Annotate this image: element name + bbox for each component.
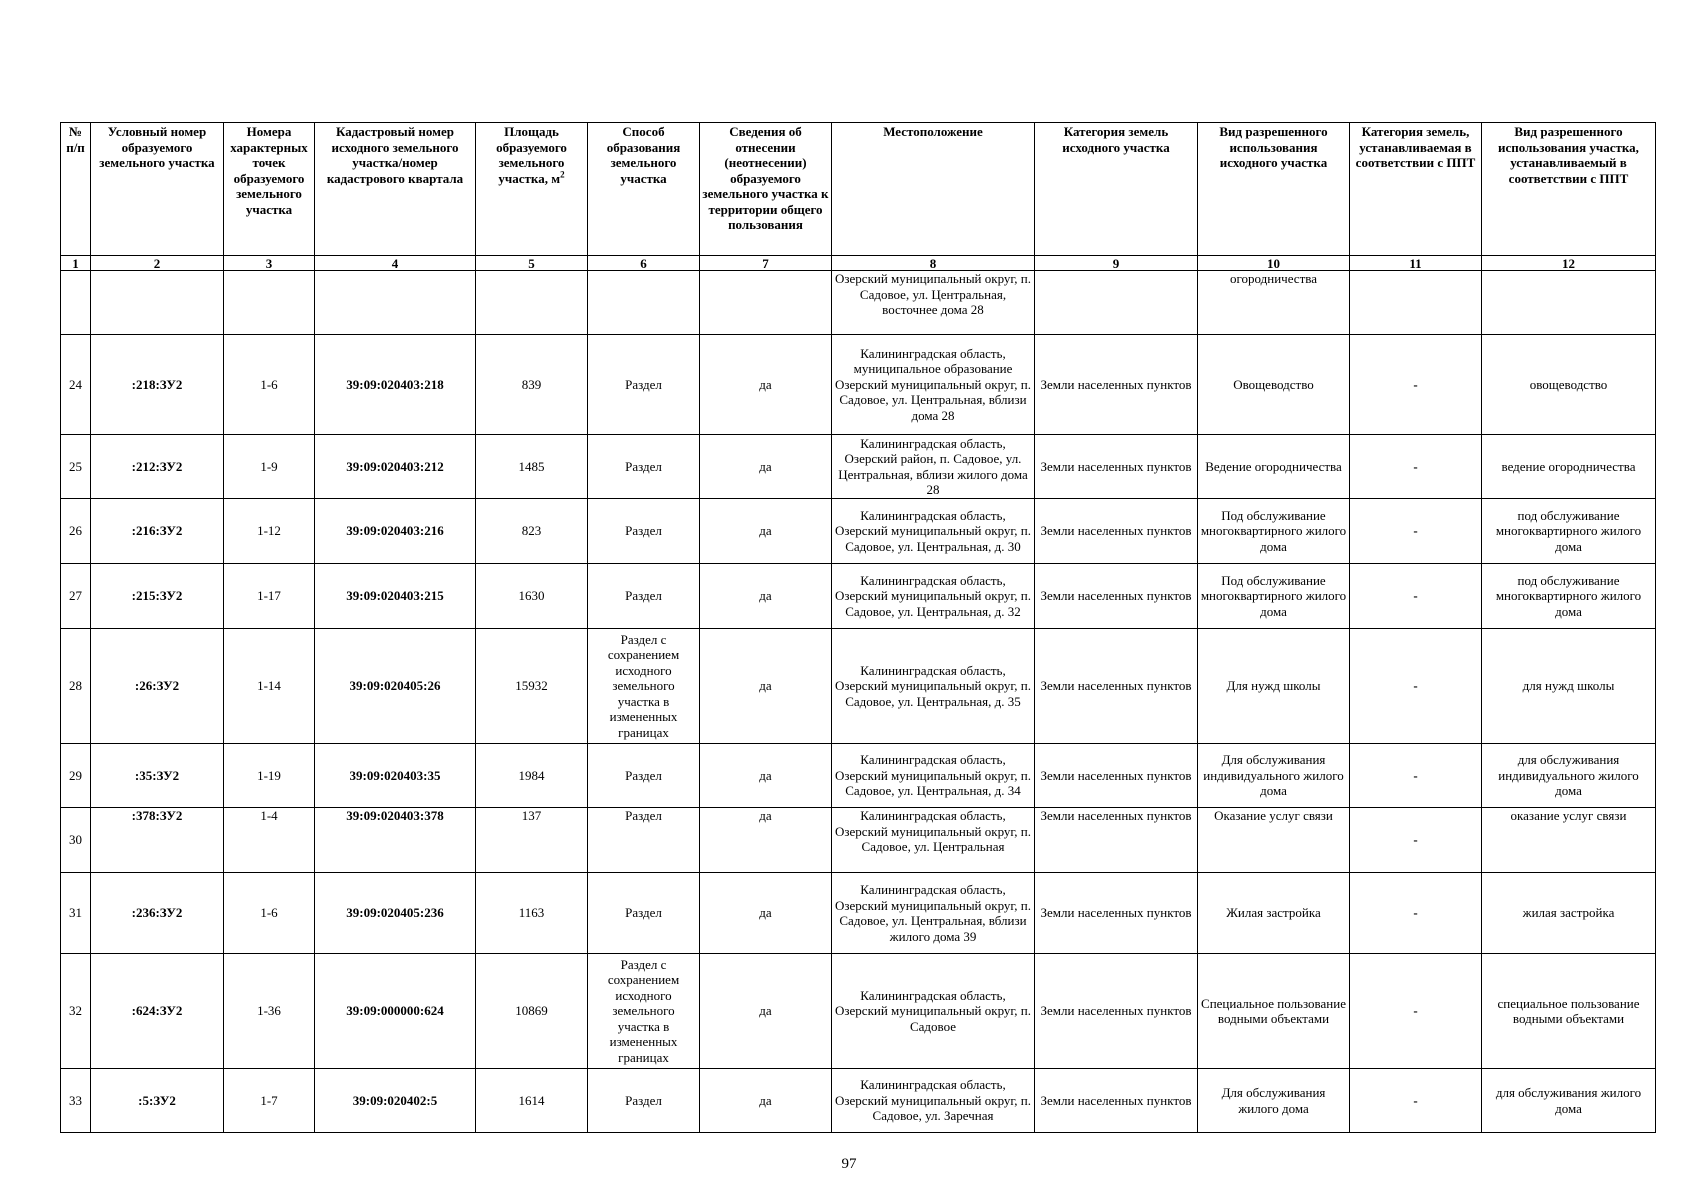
continuation-row [61, 271, 1656, 335]
location-cell: Калининградская область, Озерский муниципальный округ, п. Садовое [832, 954, 1035, 1069]
header-cell: Местоположение [832, 123, 1035, 256]
header-cell: Вид разрешенного использования участка, устанавливаемый в соответствии с ППТ [1482, 123, 1656, 256]
points-cell: 1-17 [224, 564, 315, 629]
common-use-cell: да [700, 1069, 832, 1133]
points-cell: 1-4 [224, 808, 315, 873]
area-cell: 10869 [476, 954, 588, 1069]
row-number: 25 [61, 435, 91, 499]
table-cell [476, 271, 588, 335]
table-row [61, 744, 1656, 808]
points-cell: 1-14 [224, 629, 315, 744]
cadastral-number: 39:09:000000:624 [315, 954, 476, 1069]
use-cell: огородничества [1198, 271, 1350, 335]
area-cell: 15932 [476, 629, 588, 744]
method-cell: Раздел [588, 808, 700, 873]
row-number: 33 [61, 1069, 91, 1133]
category-cell: Земли населенных пунктов [1035, 873, 1198, 954]
page-number: 97 [841, 1156, 857, 1172]
plot-id: :378:ЗУ2 [91, 808, 224, 873]
category-ppt-cell: - [1350, 808, 1482, 873]
method-cell: Раздел [588, 564, 700, 629]
header-cell: Категория земель исходного участка [1035, 123, 1198, 256]
location-cell: Калининградская область, Озерский муниципальный округ, п. Садовое, ул. Центральная, д. 30 [832, 499, 1035, 564]
use-ppt-cell: для обслуживания индивидуального жилого дома [1482, 744, 1656, 808]
plot-id: :26:ЗУ2 [91, 629, 224, 744]
column-number: 1 [61, 256, 91, 271]
points-cell: 1-6 [224, 335, 315, 435]
common-use-cell: да [700, 499, 832, 564]
plot-id: :624:ЗУ2 [91, 954, 224, 1069]
plot-id: :218:ЗУ2 [91, 335, 224, 435]
category-ppt-cell: - [1350, 335, 1482, 435]
table-row [61, 873, 1656, 954]
use-cell: Специальное пользование водными объектами [1198, 954, 1350, 1069]
header-cell: Кадастровый номер исходного земельного участка/номер кадастрового квартала [315, 123, 476, 256]
method-cell: Раздел [588, 1069, 700, 1133]
table-row [61, 335, 1656, 435]
area-cell: 1163 [476, 873, 588, 954]
plot-id: :35:ЗУ2 [91, 744, 224, 808]
category-ppt-cell: - [1350, 873, 1482, 954]
column-number: 11 [1350, 256, 1482, 271]
category-cell: Земли населенных пунктов [1035, 499, 1198, 564]
column-number: 10 [1198, 256, 1350, 271]
row-number: 24 [61, 335, 91, 435]
row-number: 26 [61, 499, 91, 564]
location-cell: Калининградская область, Озерский муниципальный округ, п. Садовое, ул. Центральная, д. 35 [832, 629, 1035, 744]
category-ppt-cell: - [1350, 564, 1482, 629]
common-use-cell: да [700, 435, 832, 499]
cadastral-number: 39:09:020403:212 [315, 435, 476, 499]
use-ppt-cell: ведение огородничества [1482, 435, 1656, 499]
cadastral-number: 39:09:020403:378 [315, 808, 476, 873]
table-cell [1350, 271, 1482, 335]
cadastral-number: 39:09:020405:236 [315, 873, 476, 954]
points-cell: 1-7 [224, 1069, 315, 1133]
column-number-row [61, 256, 1656, 271]
points-cell: 1-6 [224, 873, 315, 954]
category-cell: Земли населенных пунктов [1035, 564, 1198, 629]
plot-id: :236:ЗУ2 [91, 873, 224, 954]
table-row [61, 435, 1656, 499]
table-cell [700, 271, 832, 335]
category-ppt-cell: - [1350, 629, 1482, 744]
common-use-cell: да [700, 744, 832, 808]
land-plots-table [60, 122, 1656, 1133]
location-cell: Калининградская область, муниципальное образование Озерский муниципальный округ, п. Садовое, ул. Центральная, вблизи дома 28 [832, 335, 1035, 435]
table-cell [315, 271, 476, 335]
category-ppt-cell: - [1350, 1069, 1482, 1133]
method-cell: Раздел [588, 435, 700, 499]
header-cell: Номера характерных точек образуемого земельного участка [224, 123, 315, 256]
header-cell: Сведения об отнесении (неотнесении) образуемого земельного участка к территории общего пользования [700, 123, 832, 256]
row-number: 32 [61, 954, 91, 1069]
location-cell: Озерский муниципальный округ, п. Садовое, ул. Центральная, восточнее дома 28 [832, 271, 1035, 335]
header-row [61, 123, 1656, 256]
common-use-cell: да [700, 564, 832, 629]
cadastral-number: 39:09:020403:218 [315, 335, 476, 435]
use-cell: Ведение огородничества [1198, 435, 1350, 499]
header-cell: Способ образования земельного участка [588, 123, 700, 256]
location-cell: Калининградская область, Озерский муниципальный округ, п. Садовое, ул. Заречная [832, 1069, 1035, 1133]
header-cell: Условный номер образуемого земельного участка [91, 123, 224, 256]
location-cell: Калининградская область, Озерский муниципальный округ, п. Садовое, ул. Центральная, д. 34 [832, 744, 1035, 808]
row-number: 30 [61, 808, 91, 873]
column-number: 3 [224, 256, 315, 271]
area-header-text: Площадь образуемого земельного участка, м [496, 124, 567, 186]
use-cell: Овощеводство [1198, 335, 1350, 435]
column-number: 9 [1035, 256, 1198, 271]
location-cell: Калининградская область, Озерский муниципальный округ, п. Садовое, ул. Центральная [832, 808, 1035, 873]
category-ppt-cell: - [1350, 435, 1482, 499]
use-ppt-cell: оказание услуг связи [1482, 808, 1656, 873]
header-cell: № п/п [61, 123, 91, 256]
category-ppt-cell: - [1350, 499, 1482, 564]
area-unit-sup: 2 [560, 169, 565, 180]
use-ppt-cell: под обслуживание многоквартирного жилого дома [1482, 564, 1656, 629]
use-ppt-cell: овощеводство [1482, 335, 1656, 435]
use-cell: Жилая застройка [1198, 873, 1350, 954]
use-ppt-cell: для обслуживания жилого дома [1482, 1069, 1656, 1133]
area-cell: 1485 [476, 435, 588, 499]
table-row [61, 564, 1656, 629]
table-row [61, 499, 1656, 564]
column-number: 2 [91, 256, 224, 271]
header-cell: Вид разрешенного использования исходного участка [1198, 123, 1350, 256]
column-number: 6 [588, 256, 700, 271]
plot-id: :215:ЗУ2 [91, 564, 224, 629]
points-cell: 1-36 [224, 954, 315, 1069]
use-ppt-cell: для нужд школы [1482, 629, 1656, 744]
column-number: 7 [700, 256, 832, 271]
row-number: 29 [61, 744, 91, 808]
cadastral-number: 39:09:020405:26 [315, 629, 476, 744]
method-cell: Раздел с сохранением исходного земельного участка в измененных границах [588, 629, 700, 744]
method-cell: Раздел [588, 499, 700, 564]
category-cell: Земли населенных пунктов [1035, 629, 1198, 744]
common-use-cell: да [700, 954, 832, 1069]
header-cell [476, 123, 588, 256]
category-cell: Земли населенных пунктов [1035, 744, 1198, 808]
method-cell: Раздел с сохранением исходного земельного участка в измененных границах [588, 954, 700, 1069]
cadastral-number: 39:09:020403:35 [315, 744, 476, 808]
common-use-cell: да [700, 808, 832, 873]
table-row [61, 954, 1656, 1069]
table-row [61, 629, 1656, 744]
points-cell: 1-9 [224, 435, 315, 499]
area-cell: 839 [476, 335, 588, 435]
plot-id: :216:ЗУ2 [91, 499, 224, 564]
table-row [61, 1069, 1656, 1133]
row-number: 31 [61, 873, 91, 954]
use-cell: Для обслуживания жилого дома [1198, 1069, 1350, 1133]
cadastral-number: 39:09:020402:5 [315, 1069, 476, 1133]
area-cell: 823 [476, 499, 588, 564]
column-number: 5 [476, 256, 588, 271]
column-number: 12 [1482, 256, 1656, 271]
category-ppt-cell: - [1350, 744, 1482, 808]
use-cell: Под обслуживание многоквартирного жилого дома [1198, 499, 1350, 564]
table-cell [1482, 271, 1656, 335]
use-cell: Под обслуживание многоквартирного жилого дома [1198, 564, 1350, 629]
table-row [61, 808, 1656, 873]
category-cell: Земли населенных пунктов [1035, 808, 1198, 873]
column-number: 4 [315, 256, 476, 271]
row-number: 28 [61, 629, 91, 744]
category-cell: Земли населенных пунктов [1035, 435, 1198, 499]
header-cell: Категория земель, устанавливаемая в соответствии с ППТ [1350, 123, 1482, 256]
table-cell [61, 271, 91, 335]
use-cell: Для нужд школы [1198, 629, 1350, 744]
area-cell: 1630 [476, 564, 588, 629]
cadastral-number: 39:09:020403:216 [315, 499, 476, 564]
plot-id: :212:ЗУ2 [91, 435, 224, 499]
use-cell: Оказание услуг связи [1198, 808, 1350, 873]
table-cell [91, 271, 224, 335]
location-cell: Калининградская область, Озерский район, п. Садовое, ул. Центральная, вблизи жилого дома 28 [832, 435, 1035, 499]
table-cell [1035, 271, 1198, 335]
category-cell: Земли населенных пунктов [1035, 335, 1198, 435]
row-number: 27 [61, 564, 91, 629]
plot-id: :5:ЗУ2 [91, 1069, 224, 1133]
common-use-cell: да [700, 335, 832, 435]
area-cell: 137 [476, 808, 588, 873]
column-number: 8 [832, 256, 1035, 271]
category-cell: Земли населенных пунктов [1035, 1069, 1198, 1133]
use-ppt-cell: специальное пользование водными объектами [1482, 954, 1656, 1069]
cadastral-number: 39:09:020403:215 [315, 564, 476, 629]
points-cell: 1-19 [224, 744, 315, 808]
table-cell [224, 271, 315, 335]
common-use-cell: да [700, 629, 832, 744]
common-use-cell: да [700, 873, 832, 954]
method-cell: Раздел [588, 744, 700, 808]
location-cell: Калининградская область, Озерский муниципальный округ, п. Садовое, ул. Центральная, д. 32 [832, 564, 1035, 629]
category-ppt-cell: - [1350, 954, 1482, 1069]
area-cell: 1984 [476, 744, 588, 808]
area-cell: 1614 [476, 1069, 588, 1133]
method-cell: Раздел [588, 873, 700, 954]
category-cell: Земли населенных пунктов [1035, 954, 1198, 1069]
points-cell: 1-12 [224, 499, 315, 564]
location-cell: Калининградская область, Озерский муниципальный округ, п. Садовое, ул. Центральная, вблизи жилого дома 39 [832, 873, 1035, 954]
use-ppt-cell: жилая застройка [1482, 873, 1656, 954]
method-cell: Раздел [588, 335, 700, 435]
table-cell [588, 271, 700, 335]
use-cell: Для обслуживания индивидуального жилого дома [1198, 744, 1350, 808]
use-ppt-cell: под обслуживание многоквартирного жилого дома [1482, 499, 1656, 564]
